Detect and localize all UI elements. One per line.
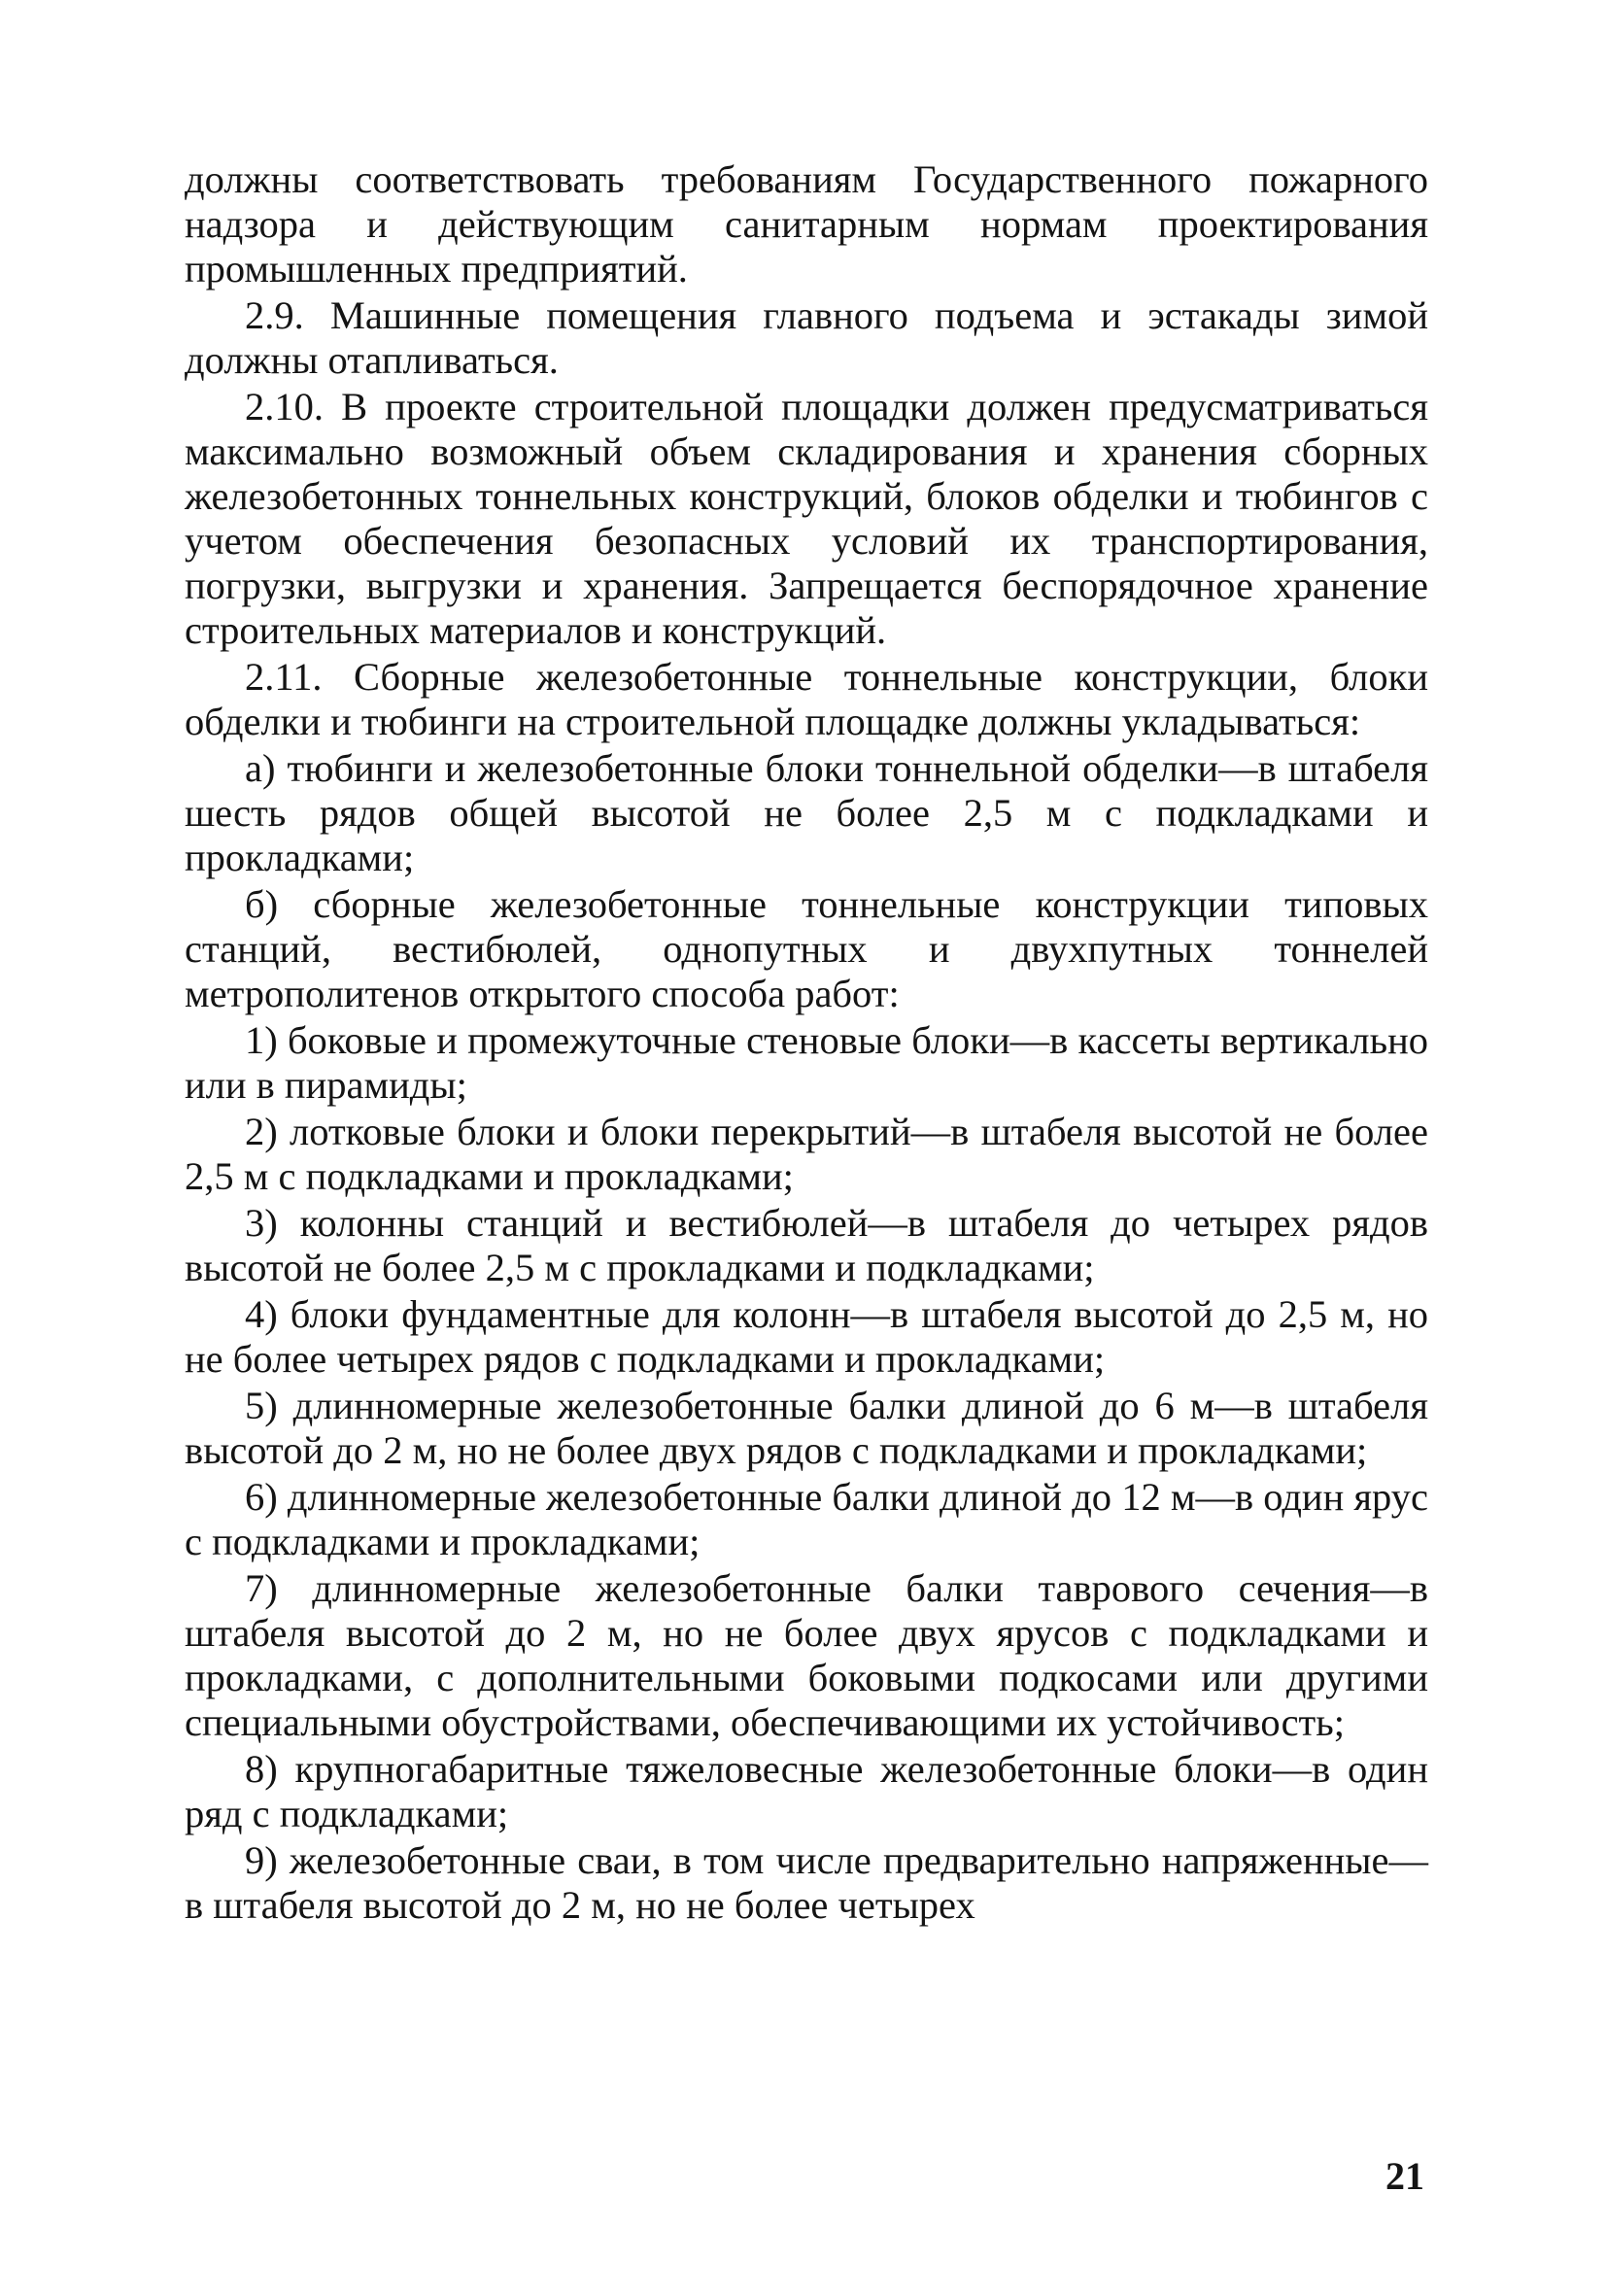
paragraph-2-10: 2.10. В проекте строительной площадки должен предусматриваться максимально возможный объем складирования и хранения сборных железобетонных тоннельных конструкций, блоков обделки и тюбингов с учетом обеспечения безопасных условий их транспортирования, погрузки, выгрузки и хранения. Запрещается беспорядочное хранение строительных материалов и конструкций. <box>185 385 1428 652</box>
list-item-a: а) тюбинги и железобетонные блоки тоннельной обделки—в штабеля шесть рядов общей высотой не более 2,5 м с подкладками и прокладками; <box>185 746 1428 879</box>
paragraph-2-9: 2.9. Машинные помещения главного подъема и эстакады зимой должны отапливаться. <box>185 293 1428 382</box>
list-item-5: 5) длинномерные железобетонные балки длиной до 6 м—в штабеля высотой до 2 м, но не более двух рядов с подкладками и прокладками; <box>185 1384 1428 1472</box>
paragraph-2-11: 2.11. Сборные железобетонные тоннельные конструкции, блоки обделки и тюбинги на строительной площадке должны укладываться: <box>185 655 1428 743</box>
list-item-1: 1) боковые и промежуточные стеновые блоки—в кассеты вертикально или в пирамиды; <box>185 1018 1428 1107</box>
list-item-4: 4) блоки фундаментные для колонн—в штабеля высотой до 2,5 м, но не более четырех рядов с подкладками и прокладками; <box>185 1292 1428 1381</box>
page-number: 21 <box>1385 2154 1424 2198</box>
list-item-9: 9) железобетонные сваи, в том числе предварительно напряженные—в штабеля высотой до 2 м, но не более четырех <box>185 1838 1428 1927</box>
list-item-6: 6) длинномерные железобетонные балки длиной до 12 м—в один ярус с подкладками и прокладками; <box>185 1475 1428 1563</box>
list-item-7: 7) длинномерные железобетонные балки таврового сечения—в штабеля высотой до 2 м, но не более двух ярусов с подкладками и прокладками, с дополнительными боковыми подкосами или другими специальными обустройствами, обеспечивающими их устойчивость; <box>185 1566 1428 1744</box>
list-item-2: 2) лотковые блоки и блоки перекрытий—в штабеля высотой не более 2,5 м с подкладками и прокладками; <box>185 1110 1428 1198</box>
list-item-b: б) сборные железобетонные тоннельные конструкции типовых станций, вестибюлей, однопутных и двухпутных тоннелей метрополитенов открытого способа работ: <box>185 882 1428 1015</box>
list-item-3: 3) колонны станций и вестибюлей—в штабеля до четырех рядов высотой не более 2,5 м с прокладками и подкладками; <box>185 1201 1428 1289</box>
paragraph-continuation: должны соответствовать требованиям Государственного пожарного надзора и действующим санитарным нормам проектирования промышленных предприятий. <box>185 157 1428 291</box>
list-item-8: 8) крупногабаритные тяжеловесные железобетонные блоки—в один ряд с подкладками; <box>185 1747 1428 1835</box>
document-page <box>185 157 1428 1928</box>
